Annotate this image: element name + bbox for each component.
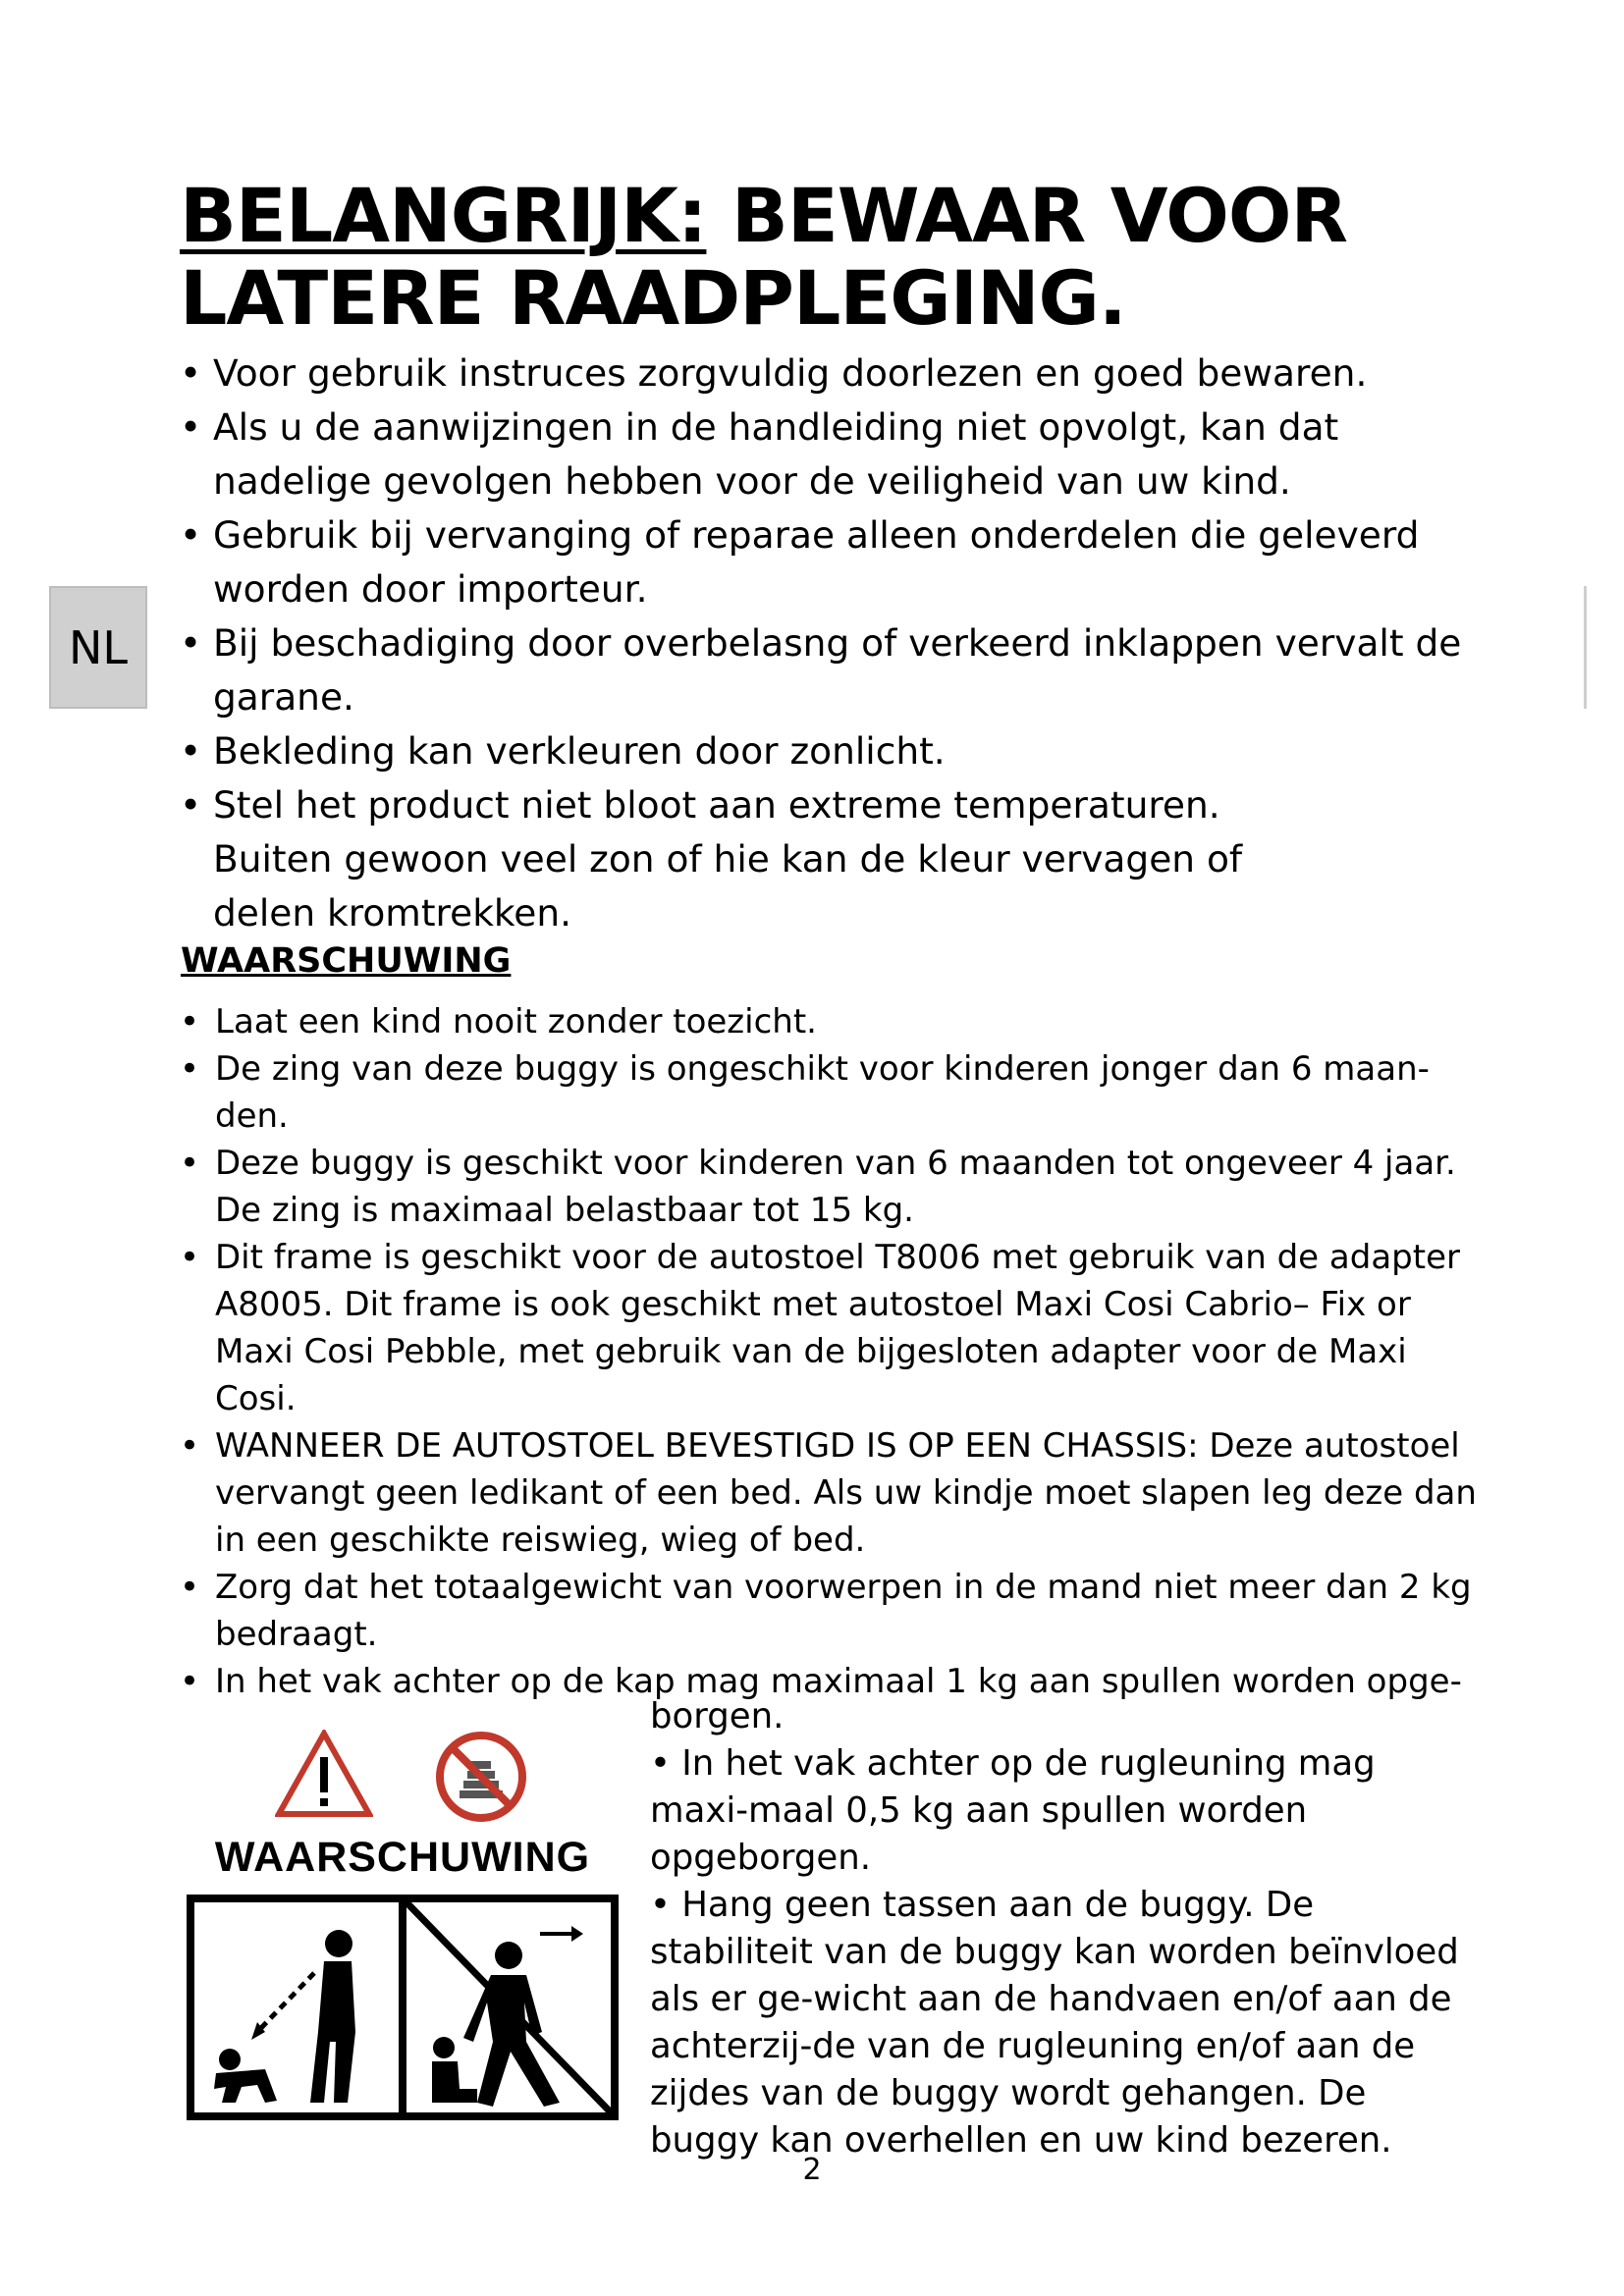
list-item: • Bekleding kan verkleuren door zonlicht. xyxy=(180,724,1476,778)
title-part2: BEWAAR VOOR xyxy=(706,172,1347,259)
warning-heading: WAARSCHUWING xyxy=(181,941,512,981)
list-item: • WANNEER DE AUTOSTOEL BEVESTIGD IS OP EEN CHASSIS: Deze autostoel vervangt geen ledikant of een bed. Als uw kindje moet slapen leg deze dan in een geschikte reiswieg, wieg of bed. xyxy=(180,1422,1491,1564)
list-item: • Dit frame is geschikt voor de autostoel T8006 met gebruik van de adapter A8005. Dit frame is ook geschikt met autostoel Maxi Cosi Cabrio– Fix or Maxi Cosi Pebble, met gebruik van de bijgesloten adapter voor de Maxi Cosi. xyxy=(180,1234,1482,1422)
warning-graphic-label: WAARSCHUWING xyxy=(214,1834,591,1881)
safety-pictogram xyxy=(187,1895,619,2120)
warning-triangle-icon xyxy=(275,1730,373,1818)
side-item: • Hang geen tassen aan de buggy. De stabiliteit van de buggy kan worden beïnvloed als er ge-wicht aan de handvaen en/of aan de achterzij-de van de rugleuning en/of aan de zijdes van de buggy wordt gehangen. De buggy kan overhellen en uw kind bezeren. xyxy=(650,1885,1459,2161)
list-item: • In het vak achter op de kap mag maximaal 1 kg aan spullen worden opge- xyxy=(180,1658,1476,1705)
side-item: • In het vak achter op de rugleuning mag maxi-maal 0,5 kg aan spullen worden opgeborgen. xyxy=(650,1743,1376,1878)
page-title xyxy=(180,172,1347,342)
no-stairs-icon xyxy=(434,1730,528,1824)
page-edge-marker xyxy=(1584,586,1587,709)
important-list xyxy=(180,347,1476,940)
side-item-text: In het vak achter op de rugleuning mag maxi-maal 0,5 kg aan spullen worden opgeborgen. xyxy=(650,1743,1376,1878)
warning-list xyxy=(180,998,1476,1705)
list-item: • De zing van deze buggy is ongeschikt voor kinderen jonger dan 6 maan-den. xyxy=(180,1045,1433,1140)
title-part1: BELANGRIJK: xyxy=(180,172,707,259)
list-item: • Stel het product niet bloot aan extreme temperaturen. Buiten gewoon veel zon of hie kan de kleur vervagen of delen kromtrekken. xyxy=(180,778,1342,940)
list-item: • Zorg dat het totaalgewicht van voorwerpen in de mand niet meer dan 2 kg bedraagt. xyxy=(180,1564,1491,1658)
list-item: • Laat een kind nooit zonder toezicht. xyxy=(180,998,1476,1045)
list-item: • Gebruik bij vervanging of reparae alleen onderdelen die geleverd worden door importeur. xyxy=(180,508,1440,616)
page-number: 2 xyxy=(802,2153,822,2187)
language-tab xyxy=(49,586,147,709)
list-item: • Als u de aanwijzingen in de handleiding niet opvolgt, kan dat nadelige gevolgen hebben voor de veiligheid van uw kind. xyxy=(180,400,1342,508)
list-item: • Voor gebruik instruces zorgvuldig doorlezen en goed bewaren. xyxy=(180,347,1476,400)
continuation-text: borgen. xyxy=(650,1696,785,1736)
warning-graphic xyxy=(187,1730,619,2122)
list-item: • Deze buggy is geschikt voor kinderen van 6 maanden tot ongeveer 4 jaar. De zing is maximaal belastbaar tot 15 kg. xyxy=(180,1140,1482,1234)
side-text xyxy=(650,1693,1475,2164)
language-tab-label: NL xyxy=(68,620,129,674)
list-item: • Bij beschadiging door overbelasng of verkeerd inklappen vervalt de garane. xyxy=(180,616,1480,724)
side-item-text: Hang geen tassen aan de buggy. De stabiliteit van de buggy kan worden beïnvloed als er ge-wicht aan de handvaen en/of aan de achterzij-de van de rugleuning en/of aan de zijdes van de buggy wordt gehangen. De buggy kan overhellen en uw kind bezeren. xyxy=(650,1885,1459,2161)
title-line2: LATERE RAADPLEGING. xyxy=(180,254,1126,342)
